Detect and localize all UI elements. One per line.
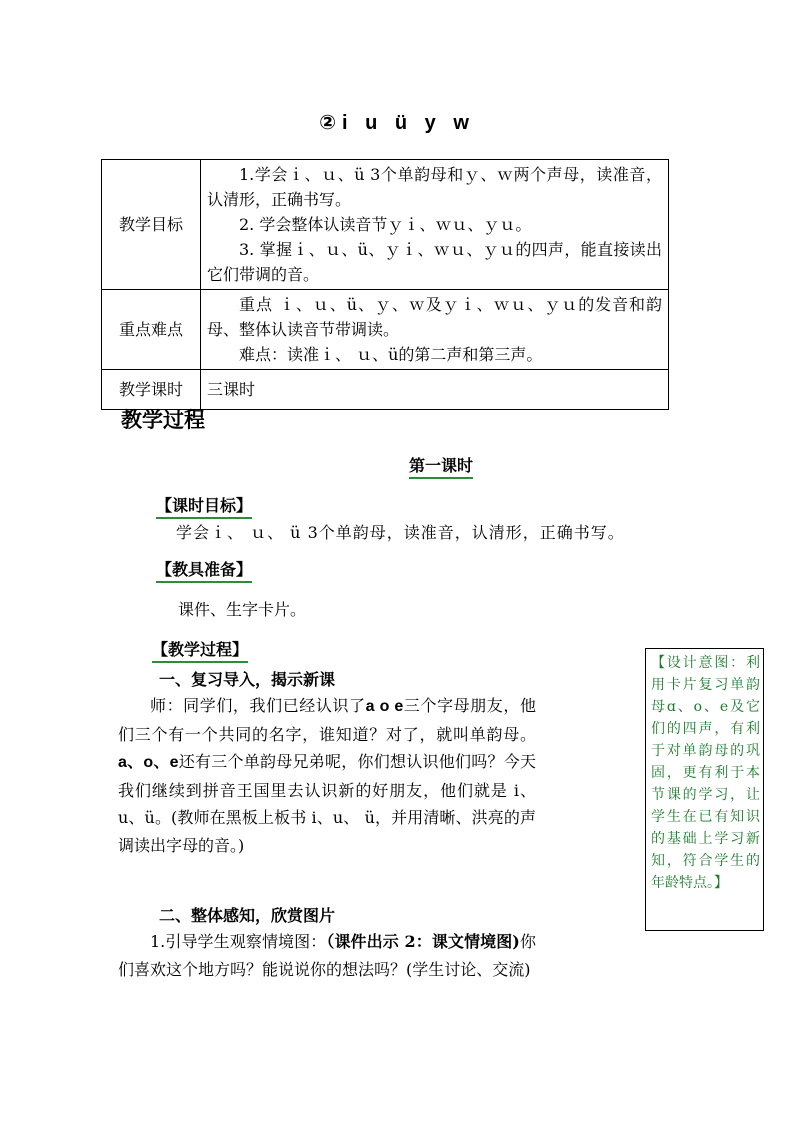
hours-value: 三课时 [201,370,669,410]
goals-content [201,160,669,290]
step1-text-b: 三个字母朋友，他们三个有一个共同的名字，谁知道？对了，就叫单韵母。 [118,696,536,744]
step1-aoe: a o e [365,698,404,715]
lesson-goal-heading: 【课时目标】 [156,493,252,519]
step2-text-a: 1.引导学生观察情境图： [150,932,327,951]
key-points-label: 重点难点 [102,290,201,370]
lesson-info-table [101,159,669,410]
goal-item: 1.学会ｉ、ｕ、ü 3个单韵母和ｙ、ｗ两个声母，读准音，认清形，正确书写。 [207,165,662,209]
hours-label: 教学课时 [102,370,201,410]
lesson-goal-text: 学会ｉ、 ｕ、 ü 3个单韵母，读准音，认清形，正确书写。 [176,523,625,542]
step1-paragraph [118,692,536,859]
key-points-content [201,290,669,370]
lesson-title: ②i u ü y w [319,112,475,134]
step1-text-a: 师：同学们，我们已经认识了 [150,696,366,715]
prep-text: 课件、生字卡片。 [178,600,307,619]
goal-item: 3. 掌握ｉ、ｕ、ü、ｙｉ、ｗｕ、ｙｕ的四声，能直接读出它们带调的音。 [207,240,662,284]
prep-heading: 【教具准备】 [156,557,252,583]
step2-text-b: 你们喜欢这个地方吗？能说说你的想法吗？(学生讨论、交流) [118,932,536,979]
step2-heading: 二、整体感知，欣赏图片 [159,906,336,925]
key-point-item: 重点 ｉ、ｕ、ü、ｙ、ｗ及ｙｉ、ｗｕ、ｙｕ的发音和韵母、整体认读音节带调读。 [207,295,662,339]
goal-item: 2. 学会整体认读音节ｙｉ、ｗｕ、ｙｕ。 [239,215,532,234]
step1-text-c: 还有三个单韵母兄弟呢，你们想认识他们吗？今天我们继续到拼音王国里去认识新的好朋友，他们就是 i、u、ü。(教师在黑板上板书 i、u、 ü，并用清晰、洪亮的声调读出字母的音。) [118,752,536,855]
lesson-heading: 第一课时 [409,453,473,479]
design-intent-note: 【设计意图：利用卡片复习单韵母ɑ、o、e及它们的四声，有利于对单韵母的巩固，更有利于本节课的学习，让学生在已有知识的基础上学习新知，符合学生的年龄特点。】 [645,648,764,931]
step2-courseware: （课件出示 2：课文情境图) [326,932,520,951]
process-heading: 教学过程 [121,407,205,432]
key-point-item: 难点：读准ｉ、 ｕ、ü的第二声和第三声。 [239,345,543,364]
step2-paragraph [118,928,536,983]
goals-label: 教学目标 [102,160,201,290]
steps-heading: 【教学过程】 [152,637,248,663]
step1-aoe-2: a、o、e [118,754,179,771]
table-row-key-points [102,290,669,370]
table-row-goals [102,160,669,290]
step1-heading: 一、复习导入，揭示新课 [159,670,336,689]
